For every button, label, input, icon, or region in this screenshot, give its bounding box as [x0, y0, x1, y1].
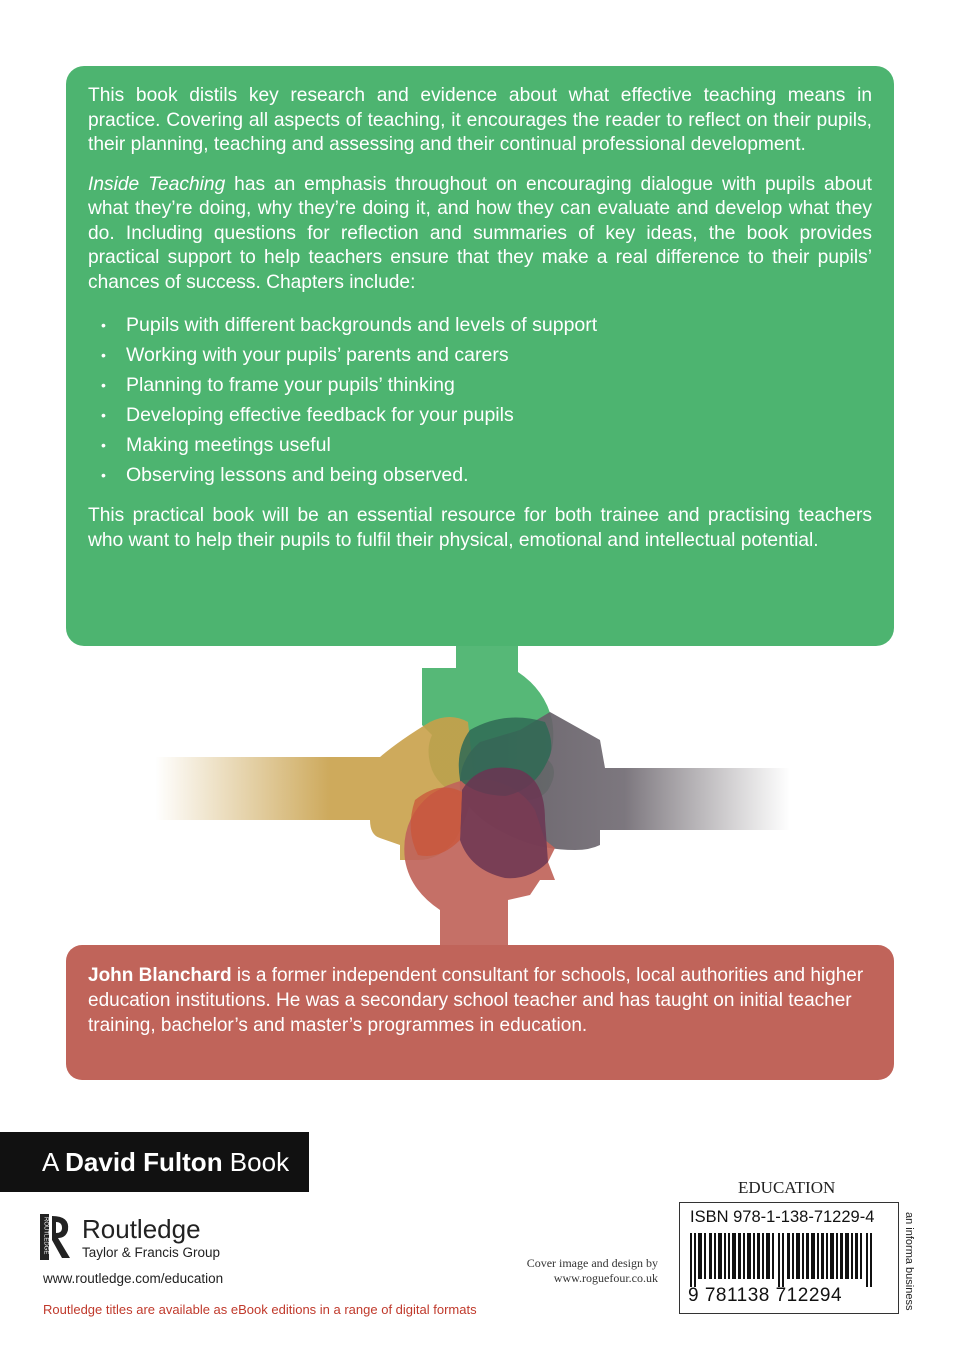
author-bio-text: is a former independent consultant for schools, local authorities and higher education institutions. He was a secondary school teacher and has taught on initial teacher training, bachelor’s and master’s programmes in education.	[88, 965, 864, 1036]
chapter-label: Working with your pupils’ parents and carers	[126, 344, 509, 366]
chapter-item	[88, 400, 872, 430]
description-paragraph-2-text: has an emphasis throughout on encouraging dialogue with pupils about what they’re doing, why they’re doing it, and how they can evaluate and develop what they do. Including questions for reflection and summaries of key ideas, the book provides practical support to help teachers ensure that they make a real difference to their pupils’ chances of success. Chapters include:	[88, 173, 872, 293]
chapter-label: Planning to frame your pupils’ thinking	[126, 374, 455, 396]
chapter-label: Observing lessons and being observed.	[126, 464, 469, 486]
informa-tagline	[902, 1212, 918, 1312]
chapter-item	[88, 370, 872, 400]
imprint-suffix: Book	[222, 1147, 290, 1177]
author-bio	[88, 963, 872, 1038]
description-paragraph-2	[88, 173, 872, 296]
bullet-icon: •	[101, 347, 106, 363]
book-title-inline: Inside Teaching	[88, 173, 226, 195]
bullet-icon: •	[101, 467, 106, 483]
routledge-logo-text: ROUTLEDGE	[42, 1217, 49, 1255]
chapter-item	[88, 430, 872, 460]
author-name: John Blanchard	[88, 965, 232, 986]
chapter-label: Developing effective feedback for your pupils	[126, 404, 514, 426]
publisher-name: Routledge	[82, 1214, 201, 1244]
subject-category: EDUCATION	[738, 1178, 836, 1197]
bullet-icon: •	[101, 437, 106, 453]
imprint-bar	[0, 1132, 309, 1192]
routledge-logo-icon	[40, 1212, 76, 1262]
bullet-icon: •	[101, 317, 106, 333]
barcode-panel	[679, 1202, 899, 1314]
chapter-item	[88, 310, 872, 340]
ebook-note: Routledge titles are available as eBook editions in a range of digital formats	[43, 1302, 477, 1317]
bullet-icon: •	[101, 377, 106, 393]
cover-illustration-heads	[0, 640, 961, 950]
imprint-prefix: A	[42, 1147, 66, 1177]
cover-credit-line-2: www.roguefour.co.uk	[553, 1271, 658, 1285]
publisher-url[interactable]: www.routledge.com/education	[43, 1271, 224, 1286]
publisher-group: Taylor & Francis Group	[82, 1245, 221, 1260]
informa-text: an informa business	[903, 1212, 915, 1311]
isbn-label: ISBN 978-1-138-71229-4	[690, 1208, 875, 1226]
chapter-label: Making meetings useful	[126, 434, 331, 456]
overlap-purple	[460, 768, 548, 879]
chapter-item	[88, 460, 872, 490]
barcode-icon	[690, 1233, 890, 1287]
description-box	[66, 66, 894, 646]
author-box	[66, 945, 894, 1080]
cover-credit-line-1: Cover image and design by	[526, 1256, 658, 1270]
barcode-number: 9 781138 712294	[688, 1285, 843, 1306]
cover-credit	[470, 1256, 658, 1286]
imprint-name: David Fulton	[65, 1147, 223, 1177]
chapter-item	[88, 340, 872, 370]
chapter-label: Pupils with different backgrounds and levels of support	[126, 314, 598, 336]
chapter-list	[88, 310, 872, 490]
bullet-icon: •	[101, 407, 106, 423]
description-paragraph-1: This book distils key research and evidence about what effective teaching means in practice. Covering all aspects of teaching, it encourages the reader to reflect on their pupils, their planning, teaching and assessing and their continual professional development.	[88, 85, 872, 155]
description-paragraph-3: This practical book will be an essential resource for both trainee and practising teachers who want to help their pupils to fulfil their physical, emotional and intellectual potential.	[88, 505, 872, 551]
